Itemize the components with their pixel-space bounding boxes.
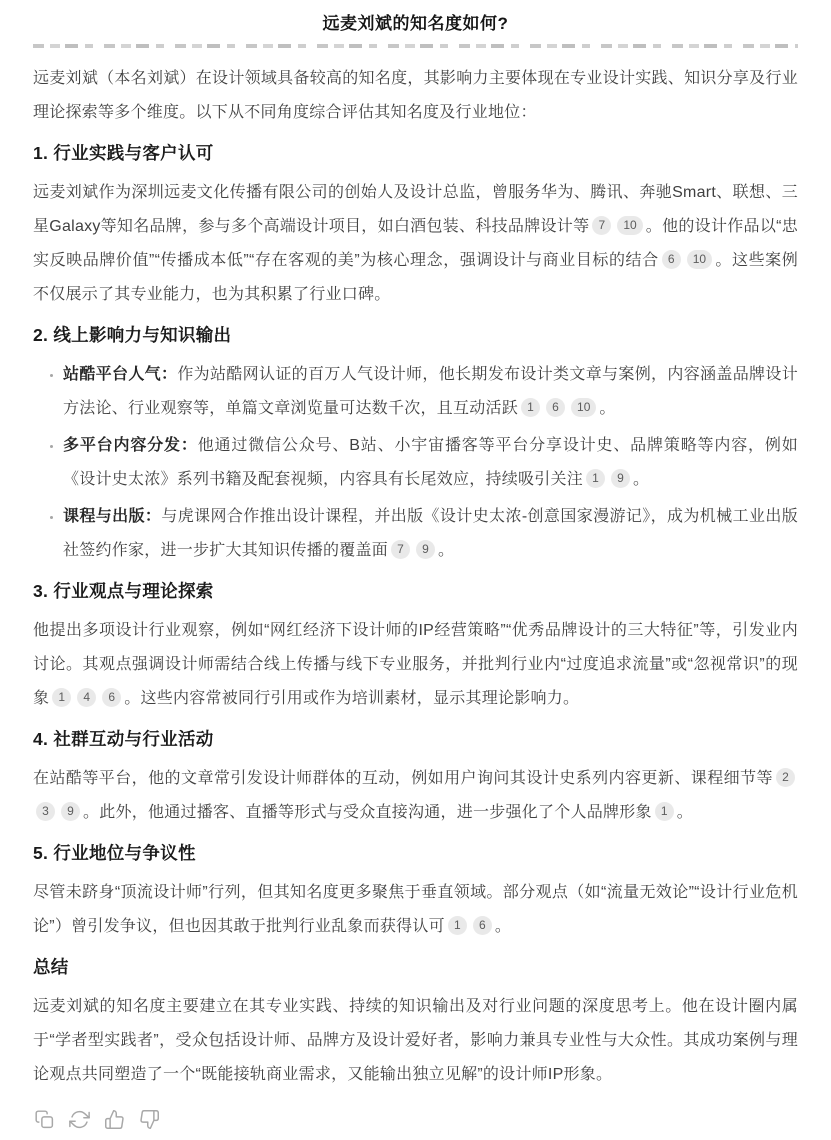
citation-badge[interactable]: 7 (391, 540, 410, 559)
section-heading: 4. 社群互动与行业活动 (33, 729, 214, 749)
response-toolbar (0, 1102, 831, 1130)
section-heading: 2. 线上影响力与知识输出 (33, 325, 232, 345)
regenerate-icon (69, 1109, 90, 1130)
citation-badge[interactable]: 1 (448, 916, 467, 935)
citation-badge[interactable]: 1 (655, 802, 674, 821)
citation-badge[interactable]: 6 (662, 250, 681, 269)
bold-label: 课程与出版： (63, 508, 162, 525)
thumbs-up-button[interactable] (103, 1108, 125, 1130)
list-item (63, 358, 798, 426)
text-run: 尽管未跻身“顶流设计师”行列，但其知名度更多聚焦于垂直领域。部分观点（如“流量无效论”“设计行业危机论”）曾引发争议，但也因其敢于批判行业乱象而获得认可 (33, 884, 798, 935)
text-run: 远麦刘斌（本名刘斌）在设计领域具备较高的知名度，其影响力主要体现在专业设计实践、知识分享及行业理论探索等多个维度。以下从不同角度综合评估其知名度及行业地位： (33, 70, 798, 121)
list-item (63, 429, 798, 497)
paragraph (33, 762, 798, 830)
text-run: 。此外，他通过播客、直播等形式与受众直接沟通，进一步强化了个人品牌形象 (83, 804, 652, 821)
bold-label: 站酷平台人气： (63, 366, 178, 383)
text-run: 他提出多项设计行业观察，例如“网红经济下设计师的IP经营策略”“优秀品牌设计的三大特征”等，引发业内讨论。其观点强调设计师需结合线上传播与线下专业服务，并批判行业内“过度追求流量”或“忽视常识”的现象 (33, 622, 798, 707)
text-run: 。他的设计作品以“忠实反映品牌价值”“传播成本低”“存在客观的美”为核心理念，强调设计与商业目标的结合 (33, 218, 798, 269)
paragraph (33, 990, 798, 1092)
text-run: 在站酷等平台，他的文章常引发设计师群体的互动，例如用户询问其设计史系列内容更新、课程细节等 (33, 770, 773, 787)
text-run: 远麦刘斌的知名度主要建立在其专业实践、持续的知识输出及对行业问题的深度思考上。他在设计圈内属于“学者型实践者”，受众包括设计师、品牌方及设计爱好者，影响力兼具专业性与大众性。其成功案例与理论观点共同塑造了一个“既能接轨商业需求，又能输出独立见解”的设计师IP形象。 (33, 998, 798, 1083)
copy-icon (34, 1109, 55, 1130)
text-run: 。 (438, 542, 455, 559)
citation-badge[interactable]: 9 (416, 540, 435, 559)
text-run: 。这些内容常被同行引用或作为培训素材，显示其理论影响力。 (124, 690, 580, 707)
citation-badge[interactable]: 3 (36, 802, 55, 821)
citation-badge[interactable]: 1 (521, 398, 540, 417)
thumbs-down-button[interactable] (138, 1108, 160, 1130)
text-run: 远麦刘斌作为深圳远麦文化传播有限公司的创始人及设计总监，曾服务华为、腾讯、奔驰Smart、联想、三星Galaxy等知名品牌，参与多个高端设计项目，如白酒包装、科技品牌设计等 (33, 184, 798, 235)
bullet-list (33, 358, 798, 568)
text-run: 他通过微信公众号、B站、小宇宙播客等平台分享设计史、品牌策略等内容，例如《设计史太浓》系列书籍及配套视频，内容具有长尾效应，持续吸引关注 (63, 437, 798, 488)
citation-badge[interactable]: 1 (52, 688, 71, 707)
citation-badge[interactable]: 1 (586, 469, 605, 488)
answer-body (0, 62, 831, 1092)
citation-badge[interactable]: 7 (592, 216, 611, 235)
list-item (63, 500, 798, 568)
text-run: 。 (599, 400, 616, 417)
clipped-text-remnant (33, 44, 798, 48)
bold-label: 多平台内容分发： (63, 437, 198, 454)
text-run: 。这些案例不仅展示了其专业能力，也为其积累了行业口碑。 (33, 252, 798, 303)
citation-badge[interactable]: 6 (473, 916, 492, 935)
section-heading: 3. 行业观点与理论探索 (33, 581, 214, 601)
paragraph (33, 876, 798, 944)
text-run: 。 (676, 804, 694, 821)
citation-badge[interactable]: 9 (61, 802, 80, 821)
paragraph (33, 614, 798, 716)
citation-badge[interactable]: 10 (571, 398, 596, 417)
citation-badge[interactable]: 2 (776, 768, 795, 787)
text-run: 作为站酷网认证的百万人气设计师，他长期发布设计类文章与案例，内容涵盖品牌设计方法论、行业观察等，单篇文章浏览量可达数千次，且互动活跃 (63, 366, 798, 417)
text-run: 。 (633, 471, 650, 488)
question-title: 远麦刘斌的知名度如何? (322, 14, 509, 33)
citation-badge[interactable]: 10 (687, 250, 712, 269)
citation-badge[interactable]: 9 (611, 469, 630, 488)
intro-paragraph (33, 62, 798, 130)
citation-badge[interactable]: 10 (617, 216, 642, 235)
citation-badge[interactable]: 6 (102, 688, 121, 707)
citation-badge[interactable]: 4 (77, 688, 96, 707)
section-heading: 1. 行业实践与客户认可 (33, 143, 214, 163)
regenerate-button[interactable] (68, 1108, 90, 1130)
section-heading: 总结 (33, 957, 69, 977)
text-run: 与虎课网合作推出设计课程，并出版《设计史太浓-创意国家漫游记》，成为机械工业出版社签约作家，进一步扩大其知识传播的覆盖面 (63, 508, 798, 559)
citation-badge[interactable]: 6 (546, 398, 565, 417)
thumbs-up-icon (104, 1109, 125, 1130)
text-run: 。 (494, 918, 512, 935)
thumbs-down-icon (139, 1109, 160, 1130)
paragraph (33, 176, 798, 312)
section-heading: 5. 行业地位与争议性 (33, 843, 196, 863)
copy-button[interactable] (33, 1108, 55, 1130)
